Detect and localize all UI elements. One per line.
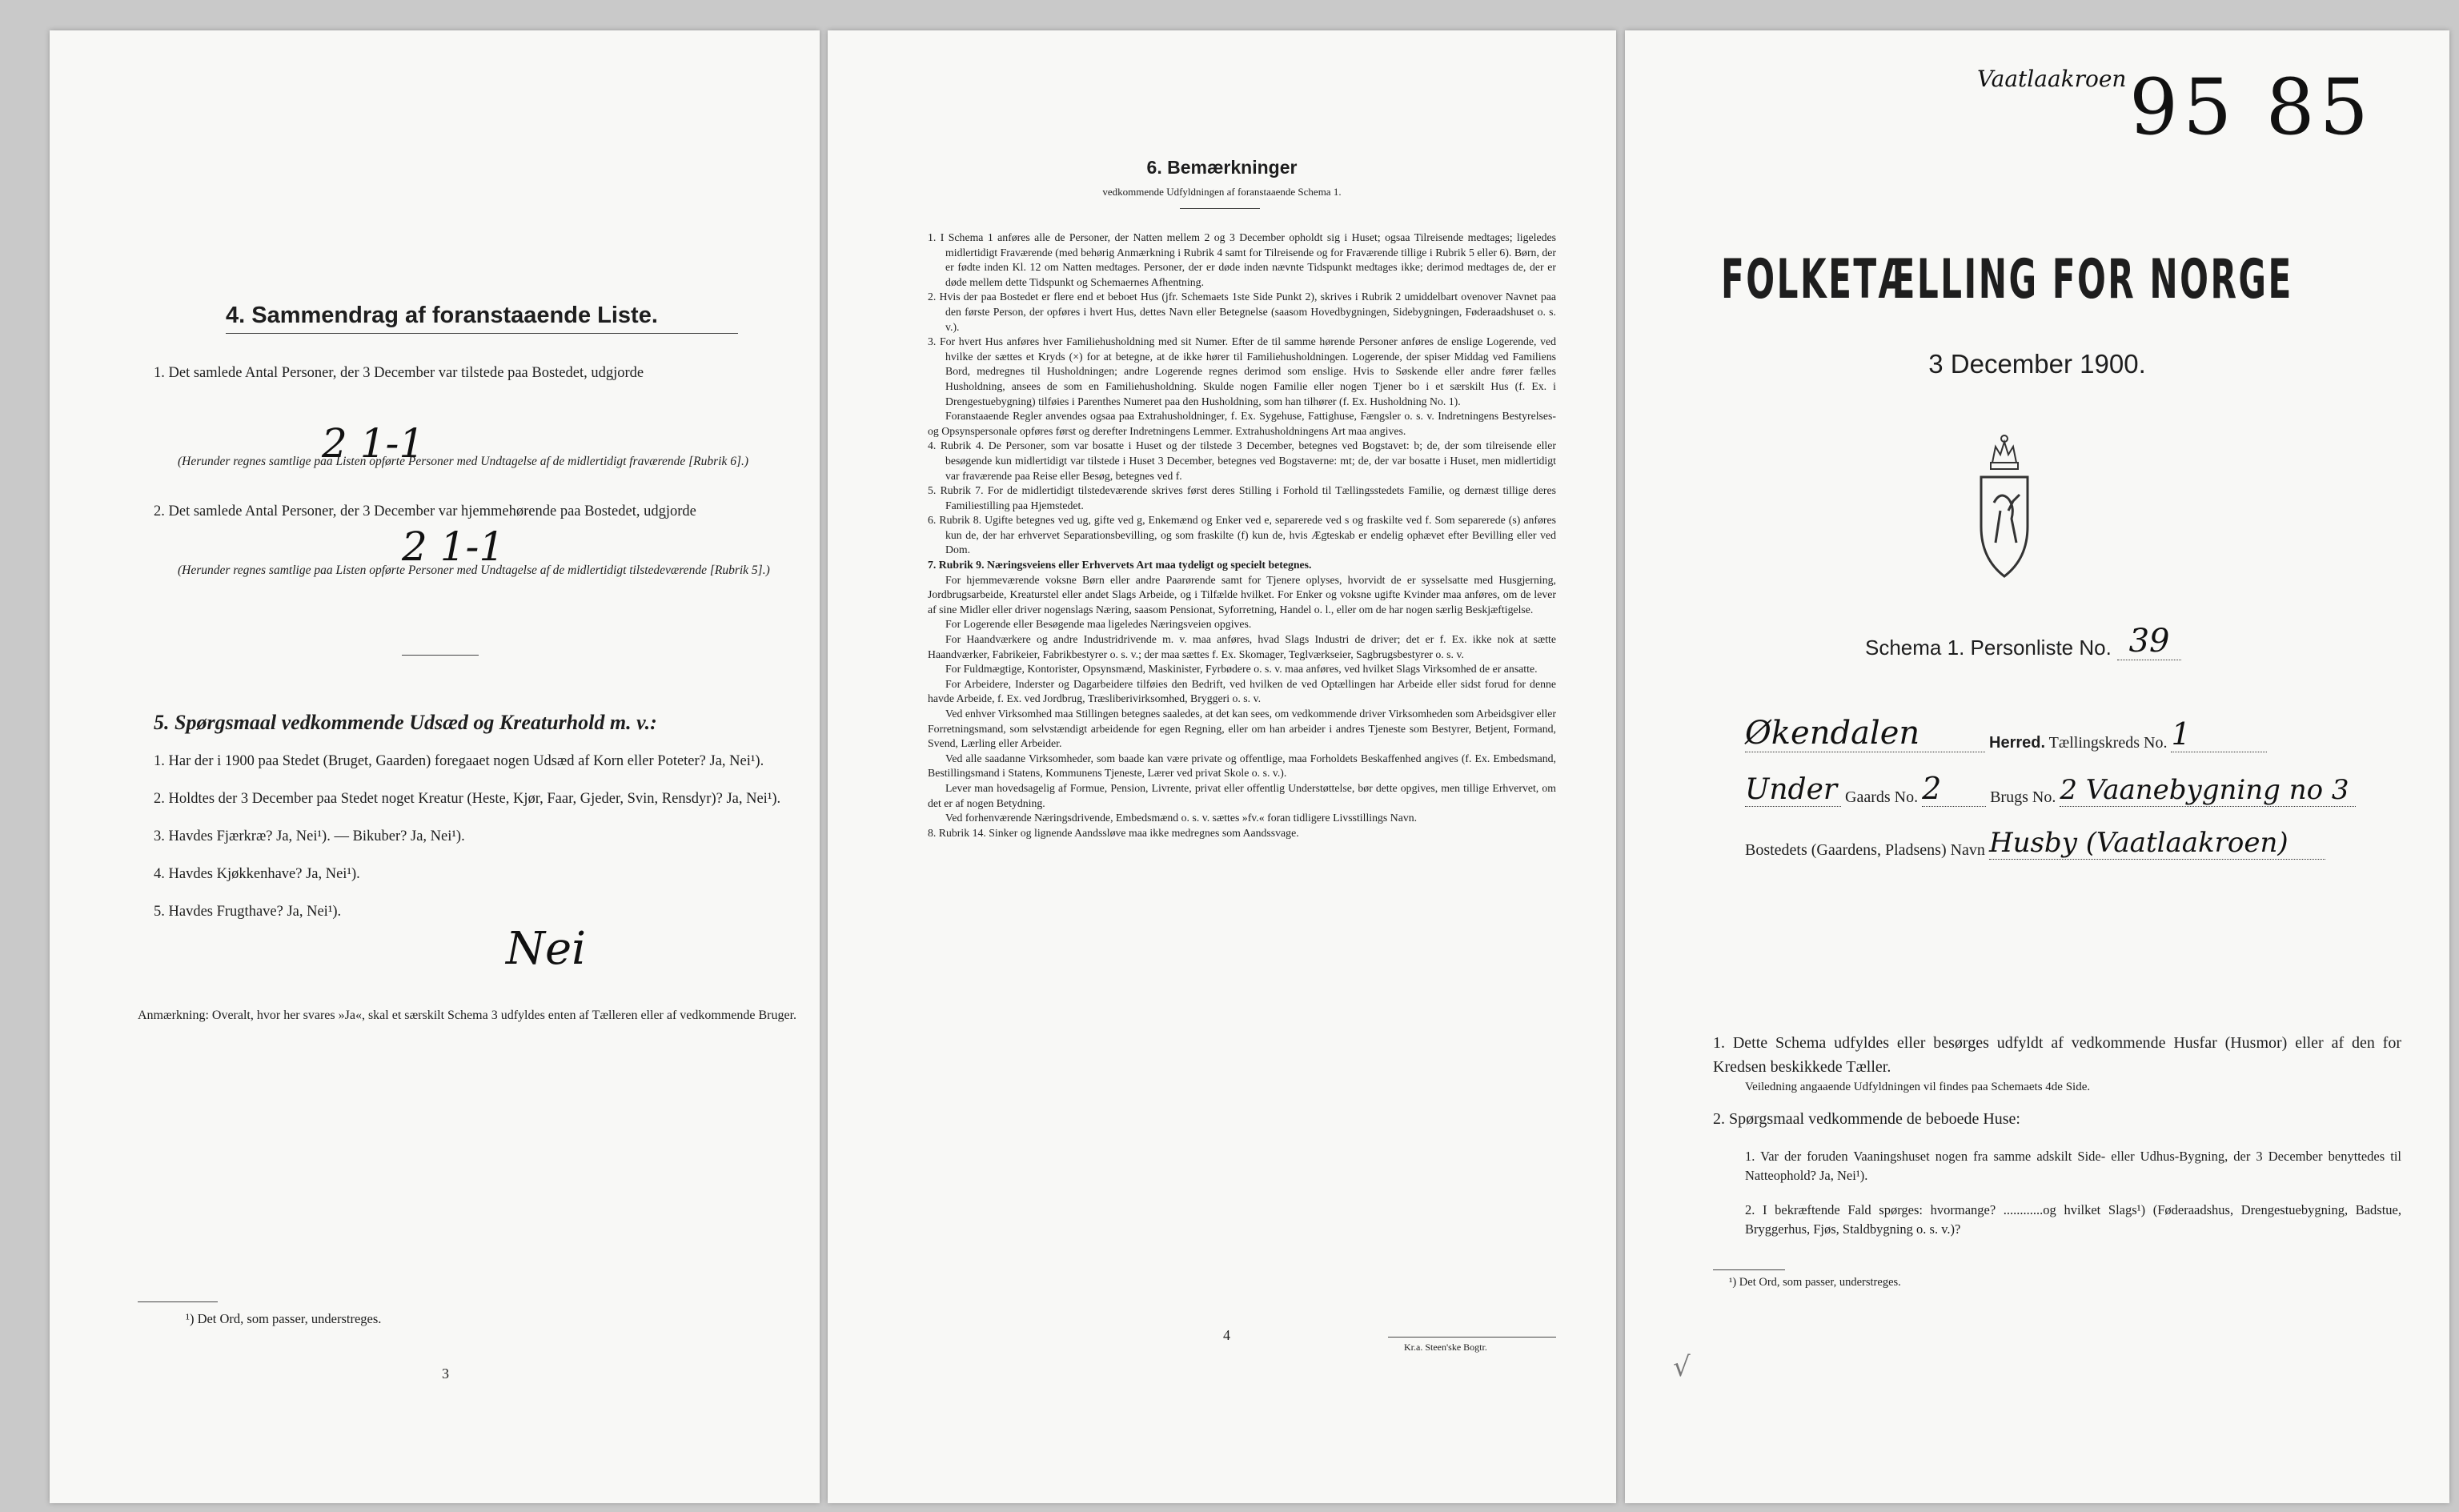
handwritten-place-note: Vaatlaakroen: [1977, 66, 2127, 92]
q2-note: (Herunder regnes samtlige paa Listen opførte Personer med Undtagelse af de midlertidigt tilstedeværende [Rubrik 5].): [178, 563, 770, 577]
section-5-list: [154, 751, 810, 923]
handwritten-check-mark: √: [1673, 1351, 1691, 1383]
instruction-2-item: 1. Var der foruden Vaaningshuset nogen fra samme adskilt Side- eller Udhus-Bygning, der 3 December benyttedes til Natteophold? Ja, Nei¹).: [1745, 1149, 2401, 1183]
remark-para: Foranstaaende Regler anvendes ogsaa paa Extrahusholdninger, f. Ex. Sygehuse, Fattighuse, Fængsler o. s. v. Indretningens Bestyrelses- og Opsynspersonale opføres først og derefter Indretningens Lemmer. Extrahusholdningens Art maa angives.: [928, 410, 1556, 437]
remark-para: Ved forhenværende Næringsdrivende, Embedsmænd o. s. v. sættes »fv.« foran tidligere Livsstillings Navn.: [945, 812, 1418, 824]
page-number: 3: [442, 1366, 449, 1382]
remark-para: 5. Rubrik 7. For de midlertidigt tilstedeværende skrives først deres Stilling i Forhold til Tællingsstedets Familie, og dernæst tillige deres Familiestilling paa Hjemstedet.: [928, 484, 1556, 511]
s5-item: 3. Havdes Fjærkræ? Ja, Nei¹). — Bikuber? Ja, Nei¹).: [154, 828, 465, 844]
remark-para: For Fuldmægtige, Kontorister, Opsynsmænd, Maskinister, Fyrbødere o. s. v. maa anføres, ved hvilket Slags Virksomhed de er ansatte.: [945, 663, 1538, 676]
footnote: ¹) Det Ord, som passer, understreges.: [1729, 1276, 1901, 1289]
title-underline: [226, 333, 738, 334]
section-5-title: 5. Spørgsmaal vedkommende Udsæd og Kreaturhold m. v.:: [154, 711, 657, 734]
remarks-text: [928, 231, 1556, 840]
s5-hand-answer: Nei: [506, 923, 587, 975]
remark-para: 4. Rubrik 4. De Personer, som var bosatte i Huset og der tilstede 3 December, betegnes ved Bogstavet: b; de, der som tilreisende eller besøgende kun midlertidigt var tilstede i Huset 3 December, betegnes ved Bogstaverne: mt; de, der var bosatte i Huset, men midlertidigt var fraværende paa Reise eller Besøg, betegnes ved f.: [928, 439, 1556, 482]
s5-item: 1. Har der i 1900 paa Stedet (Bruget, Gaarden) foregaaet nogen Udsæd af Korn eller Poteter? Ja, Nei¹).: [154, 753, 764, 769]
printer-rule: [1388, 1337, 1556, 1338]
remark-para: 6. Rubrik 8. Ugifte betegnes ved ug, gifte ved g, Enkemænd og Enker ved e, separerede ved s og fraskilte ved f. Som separerede (s) anføres kun de, der har erhvervet Separationsbevilling, og som fraskilte (f) kun de, hvis Ægteskab er endelig ophævet efter Bevilling eller ved Dom.: [928, 514, 1556, 556]
instruction-1-note: Veiledning angaaende Udfyldningen vil findes paa Schemaets 4de Side.: [1745, 1081, 2091, 1093]
brugs-value: 2 Vaanebygning no 3: [2060, 774, 2356, 807]
q2-answer: 2 1-1: [402, 523, 505, 570]
bosted-line: Bostedets (Gaardens, Pladsens) Navn Husby (Vaatlaakroen): [1745, 827, 2433, 860]
section-4-title: 4. Sammendrag af foranstaaende Liste.: [226, 303, 658, 328]
bemerkninger-subtitle: vedkommende Udfyldningen af foranstaaende Schema 1.: [1102, 186, 1342, 198]
footnote-rule: [1713, 1269, 1785, 1270]
herred-line: Økendalen Herred. Tællingskreds No. 1: [1745, 715, 2409, 752]
remark-para: Ved alle saadanne Virksomheder, som baade kan være private og offentlige, maa Forholdets Beskaffenhed angives (f. Ex. Embedsmand, Bestillingsmand i Statens, Kommunens Tjeneste, Lærer ved privat Skole o. s. v.).: [928, 752, 1556, 780]
q1-answer: 2 1-1: [322, 420, 425, 467]
gaards-value: 2: [1922, 771, 1986, 807]
instruction-2-item: 2. I bekræftende Fald spørges: hvormange? ............og hvilket Slags¹) (Føderaadshus, Drengestuebygning, Badstue, Bryggerhus, Fjøs, Staldbygning o. s. v.)?: [1745, 1202, 2401, 1237]
remark-para: For Logerende eller Besøgende maa ligeledes Næringsveien opgives.: [945, 618, 1252, 631]
footnote: ¹) Det Ord, som passer, understreges.: [186, 1311, 382, 1326]
remark-para: For Arbeidere, Inderster og Dagarbeidere tilføies den Bedrift, ved hvilken de ved Optællingen har Arbeide eller sidst forud for denne havde Arbeide, f. Ex. ved Jordbrug, Træsliberivirksomhed, Bryggeri o. s. v.: [928, 677, 1556, 705]
instruction-1: 1. Dette Schema udfyldes eller besørges udfyldt af vedkommende Husfar (Husmor) eller af den for Kredsen beskikkede Tæller.: [1713, 1034, 2401, 1076]
census-title: FOLKETÆLLING FOR NORGE: [1721, 248, 2293, 311]
q1-note: (Herunder regnes samtlige paa Listen opførte Personer med Undtagelse af de midlertidigt fraværende [Rubrik 6].): [178, 455, 749, 468]
page-4: [828, 30, 1616, 1503]
instruction-2: 2. Spørgsmaal vedkommende de beboede Huse:: [1713, 1110, 2020, 1128]
page-number: 4: [1223, 1327, 1230, 1343]
bemerkninger-title: 6. Bemærkninger: [1146, 157, 1298, 178]
footnote-rule: [138, 1301, 218, 1302]
subtitle-rule: [1180, 208, 1260, 209]
herred-value: Økendalen: [1745, 715, 1985, 752]
page-3: [50, 30, 820, 1503]
remark-para: 2. Hvis der paa Bostedet er flere end et beboet Hus (jfr. Schemaets 1ste Side Punkt 2), skrives i Rubrik 2 umiddelbart ovenover Navnet paa den første Person, der opføres i hvert Hus, dettes Navn eller Betegnelse (saasom Hovedbygningen, Sidebygningen, Føderaadshuset o. s. v.).: [928, 291, 1556, 333]
s5-item: 4. Havdes Kjøkkenhave? Ja, Nei¹).: [154, 866, 360, 882]
handwritten-archive-number: 95 85: [2129, 62, 2373, 152]
s5-item: 2. Holdtes der 3 December paa Stedet noget Kreatur (Heste, Kjør, Faar, Gjeder, Svin, Rensdyr)? Ja, Nei¹).: [154, 791, 781, 807]
bosted-value: Husby (Vaatlaakroen): [1989, 827, 2325, 860]
question-1: 1. Det samlede Antal Personer, der 3 December var tilstede paa Bostedet, udgjorde: [154, 365, 644, 381]
under-value: Under: [1745, 773, 1841, 807]
remark-para: Lever man hovedsagelig af Formue, Pension, Livrente, privat eller offentlig Understøttelse, bør dette opgives, men tillige Erhvervet, om det er af nogen Betydning.: [928, 781, 1556, 809]
page-1: [1625, 30, 2449, 1503]
gaard-line: Under Gaards No. 2 Brugs No. 2 Vaanebygning no 3: [1745, 771, 2433, 807]
remark-para: For hjemmeværende voksne Børn eller andre Paarørende samt for Tjenere oplyses, hvorvidt de er sysselsatte med Husgjerning, Jordbrugsarbeide, Kreaturstel eller andet Slags Arbeide, og i Tilfælde hvilket. For Enker og voksne ugifte Kvinder maa anføres, om de lever af sine Midler eller driver nogenslags Næring, saasom Pensionat, Syforretning, Handel o. l., eller om de har nogen særlig Beskjæftigelse.: [928, 573, 1556, 616]
s5-item: 5. Havdes Frugthave? Ja, Nei¹).: [154, 904, 342, 920]
coat-of-arms-icon: [1976, 431, 2032, 587]
remark-para: 3. For hvert Hus anføres hver Familiehusholdning med sit Numer. Efter de til samme hørende Personer anføres de enslige Logerende, ved hvilke der sættes et Kryds (×) for at betegne, at de ikke hører til Familiehusholdningen. Logerende, der spiser Middag ved Familiens Bord, medregnes til Husholdningen; andre Logerende regnes derimod som enslige. Hvis to Søskende eller andre fører fælles Husholdning, ansees de som en Familiehusholdning. Skulde nogen Familie eller nogen Tjener bo i et særskilt Hus (f. Ex. i Drengestuebygning) tilføies i Parenthes Numeret paa den Husholdning, som han tilhører (f. Ex. Husholdning No. 1).: [928, 335, 1556, 407]
question-2: 2. Det samlede Antal Personer, der 3 December var hjemmehørende paa Bostedet, udgjorde: [154, 503, 696, 519]
divider: [402, 655, 479, 656]
schema-line: Schema 1. Personliste No. 39: [1865, 623, 2181, 660]
census-date: 3 December 1900.: [1928, 349, 2146, 379]
remark-para: Ved enhver Virksomhed maa Stillingen betegnes saaledes, at det kan sees, om vedkommende driver Virksomheden som Arbeidsgiver eller Forretningsmand, som selvstændigt arbeidende for egen Regning, eller om han arbeider i andres Tjeneste som Bestyrer, Betjent, Formand, Svend, Lærling eller Arbeider.: [928, 708, 1556, 750]
printer-imprint: Kr.a. Steen'ske Bogtr.: [1404, 1342, 1487, 1353]
kreds-value: 1: [2171, 716, 2267, 752]
remark-para: For Haandværkere og andre Industridrivende m. v. maa anføres, hvad Slags Industri de driver; det er f. Ex. ikke nok at sætte Haandværker, Fabrikeier, Fabrikbestyrer o. s. v.; der maa sættes f. Ex. Skomager, Teglværkseier, Sagbrugsbestyrer o. s. v.: [928, 633, 1556, 660]
remark-para: 8. Rubrik 14. Sinker og lignende Aandssløve maa ikke medregnes som Aandssvage.: [928, 826, 1299, 839]
personliste-number: 39: [2117, 623, 2181, 660]
anmerkning: Anmærkning: Overalt, hvor her svares »Ja«, skal et særskilt Schema 3 udfyldes enten af Tælleren eller af vedkommende Bruger.: [138, 1009, 797, 1022]
remark-para: 7. Rubrik 9. Næringsveiens eller Erhvervets Art maa tydeligt og specielt betegnes.: [928, 559, 1312, 572]
remark-para: 1. I Schema 1 anføres alle de Personer, der Natten mellem 2 og 3 December opholdt sig i Huset; ogsaa Tilreisende medtages; ligeledes midlertidigt Fraværende (med behørig Anmærkning i Rubrik 4 samt for Tilreisende og for Fraværende tillige i Rubrik 5 eller 6). Børn, der er fødte inden Kl. 12 om Natten medtages. Personer, der er døde inden nævnte Tidspunkt medtages ikke; derimod medtages de, der er døde mellem dette Tidspunkt og Schemaernes Afhentning.: [928, 231, 1556, 288]
